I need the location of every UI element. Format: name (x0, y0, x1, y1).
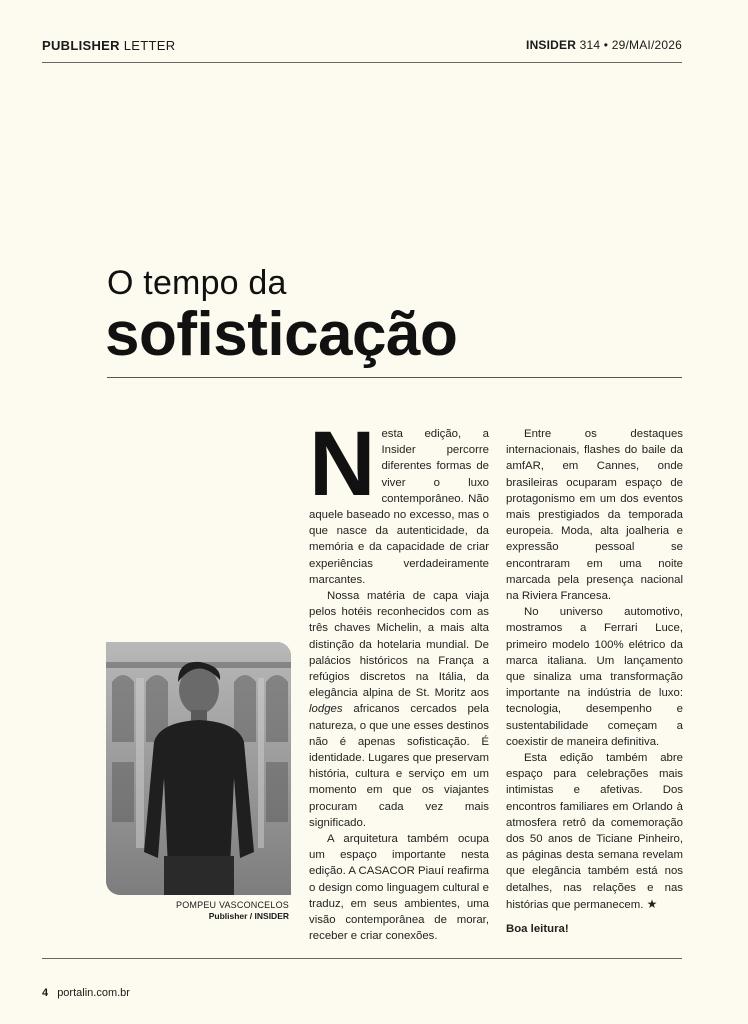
caption-name: POMPEU VASCONCELOS (176, 900, 289, 910)
page-number: 4 (42, 987, 49, 999)
paragraph-2-italic: lodges (309, 703, 343, 716)
drop-cap: N (309, 413, 376, 515)
footer-divider (42, 958, 682, 959)
title-line-1: O tempo da (107, 264, 287, 302)
caption-role: Publisher / INSIDER (208, 911, 289, 921)
paragraph-3: A arquitetura também ocupa um espaço importante nesta edição. A CASACOR Piauí reafirma o design como linguagem cultural e traduz, em seus ambientes, uma visão contemporânea de morar, receber e criar conexões. (309, 833, 489, 943)
section-label (42, 38, 175, 53)
paragraph-6-text: Esta edição também abre espaço para celebrações mais intimistas e afetivas. Dos encontros familiares em Orlando à atmosfera retrô da comemoração dos 50 anos de Ticiane Pinheiro, as páginas desta semana revelam que elegância também está nos detalhes, nas relações e nas histórias que permanecem. (506, 752, 683, 911)
paragraph-2-start: Nossa matéria de capa viaja pelos hotéis reconhecidos com as três chaves Michelin, a mais alta distinção da hotelaria mundial. De palácios históricos na França a refúgios discretos na Itália, da elegância alpina de St. Moritz aos (309, 590, 489, 700)
site-link[interactable]: portalin.com.br (57, 987, 130, 999)
header-divider (42, 62, 682, 63)
paragraph-5: No universo automotivo, mostramos a Ferrari Luce, primeiro modelo 100% elétrico da marca italiana. Um lançamento que sinaliza uma transformação importante na indústria de luxo: tecnologia, desempenho e sustentabilidade começam a coexistir de maneira definitiva. (506, 606, 683, 748)
paragraph-6 (506, 750, 683, 913)
page-header (42, 38, 682, 56)
section-label-bold: PUBLISHER (42, 38, 120, 53)
page-footer (42, 987, 130, 999)
paragraph-4: Entre os destaques internacionais, flashes do baile da amfAR, em Cannes, onde brasileiras ocuparam espaço de protagonismo em um dos eventos mais prestigiados da temporada europeia. Moda, alta joalheria e expressão pessoal se encontraram em uma noite marcada pela presença nacional na Riviera Francesa. (506, 428, 683, 603)
magazine-name: INSIDER (526, 38, 577, 52)
issue-info: 314 • 29/MAI/2026 (579, 38, 682, 52)
publisher-photo (106, 642, 291, 895)
section-label-light: LETTER (123, 38, 176, 53)
title-divider (107, 377, 682, 378)
paragraph-1: esta edição, a Insider percorre diferentes formas de viver o luxo contemporâneo. Não aquele baseado no excesso, mas o que nasce da autenticidade, da memória e da capacidade de criar experiências verdadeiramente marcantes. (309, 428, 489, 586)
article-column-1 (309, 413, 489, 945)
end-star-icon: ★ (646, 896, 658, 911)
paragraph-2-end: africanos cercados pela natureza, o que une esses destinos não é apenas sofisticação. É identidade. Lugares que preservam história, cultura e serviço em um momento em que os viajantes procuram cada vez mais significado. (309, 703, 489, 829)
issue-label (526, 38, 682, 52)
paragraph-2 (309, 588, 489, 831)
title-line-2: sofisticação (105, 300, 458, 369)
article-column-2 (506, 426, 683, 937)
signoff: Boa leitura! (506, 923, 569, 936)
